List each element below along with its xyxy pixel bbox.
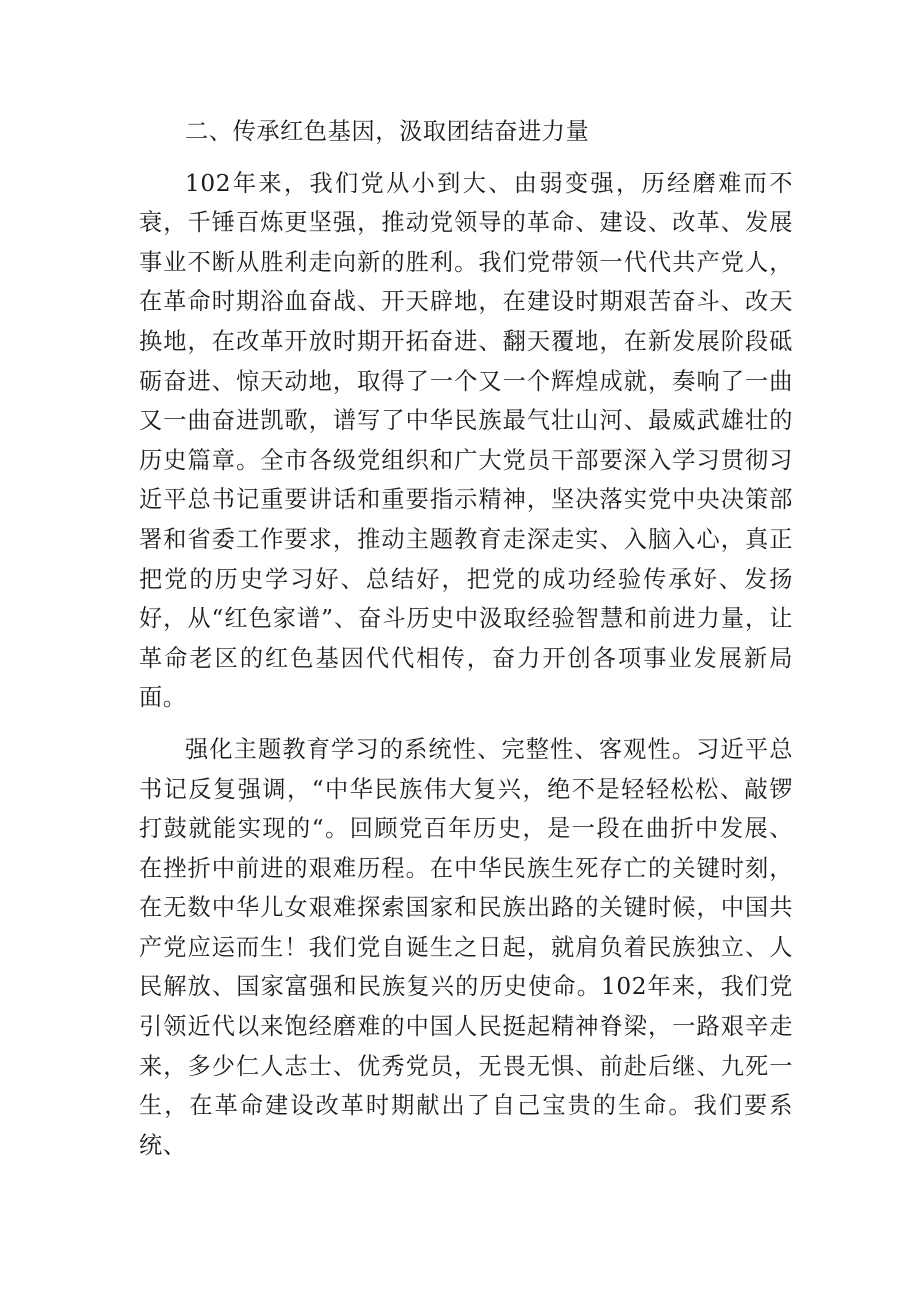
document-body (139, 112, 793, 1177)
section-heading: 二、传承红色基因，汲取团结奋进力量 (185, 118, 590, 145)
paragraph-2: 强化主题教育学习的系统性、完整性、客观性。习近平总书记反复强调，“中华民族伟大复兴，绝不是轻轻松松、敲锣打鼓就能实现的“。回顾党百年历史，是一段在曲折中发展、在挫折中前进的艰难历程。在中华民族生死存亡的关键时刻，在无数中华儿女艰难探索国家和民族出路的关键时候，中国共产党应运而生！我们党自诞生之日起，就肩负着民族独立、人民解放、国家富强和民族复兴的历史使命。102年来，我们党引领近代以来饱经磨难的中国人民挺起精神脊梁，一路艰辛走来，多少仁人志士、优秀党员，无畏无惧、前赴后继、九死一生，在革命建设改革时期献出了自己宝贵的生命。我们要系统、 (139, 735, 793, 1159)
paragraph-1: 102年来，我们党从小到大、由弱变强，历经磨难而不衰，千锤百炼更坚强，推动党领导的革命、建设、改革、发展事业不断从胜利走向新的胜利。我们党带领一代代共产党人，在革命时期浴血奋战、开天辟地，在建设时期艰苦奋斗、改天换地，在改革开放时期开拓奋进、翻天覆地，在新发展阶段砥砺奋进、惊天动地，取得了一个又一个辉煌成就，奏响了一曲又一曲奋进凯歌，谱写了中华民族最气壮山河、最威武雄壮的历史篇章。全市各级党组织和广大党员干部要深入学习贯彻习近平总书记重要讲话和重要指示精神，坚决落实党中央决策部署和省委工作要求，推动主题教育走深走实、入脑入心，真正把党的历史学习好、总结好，把党的成功经验传承好、发扬好，从“红色家谱”、奋斗历史中汲取经验智慧和前进力量，让革命老区的红色基因代代相传，奋力开创各项事业发展新局面。 (139, 169, 793, 712)
